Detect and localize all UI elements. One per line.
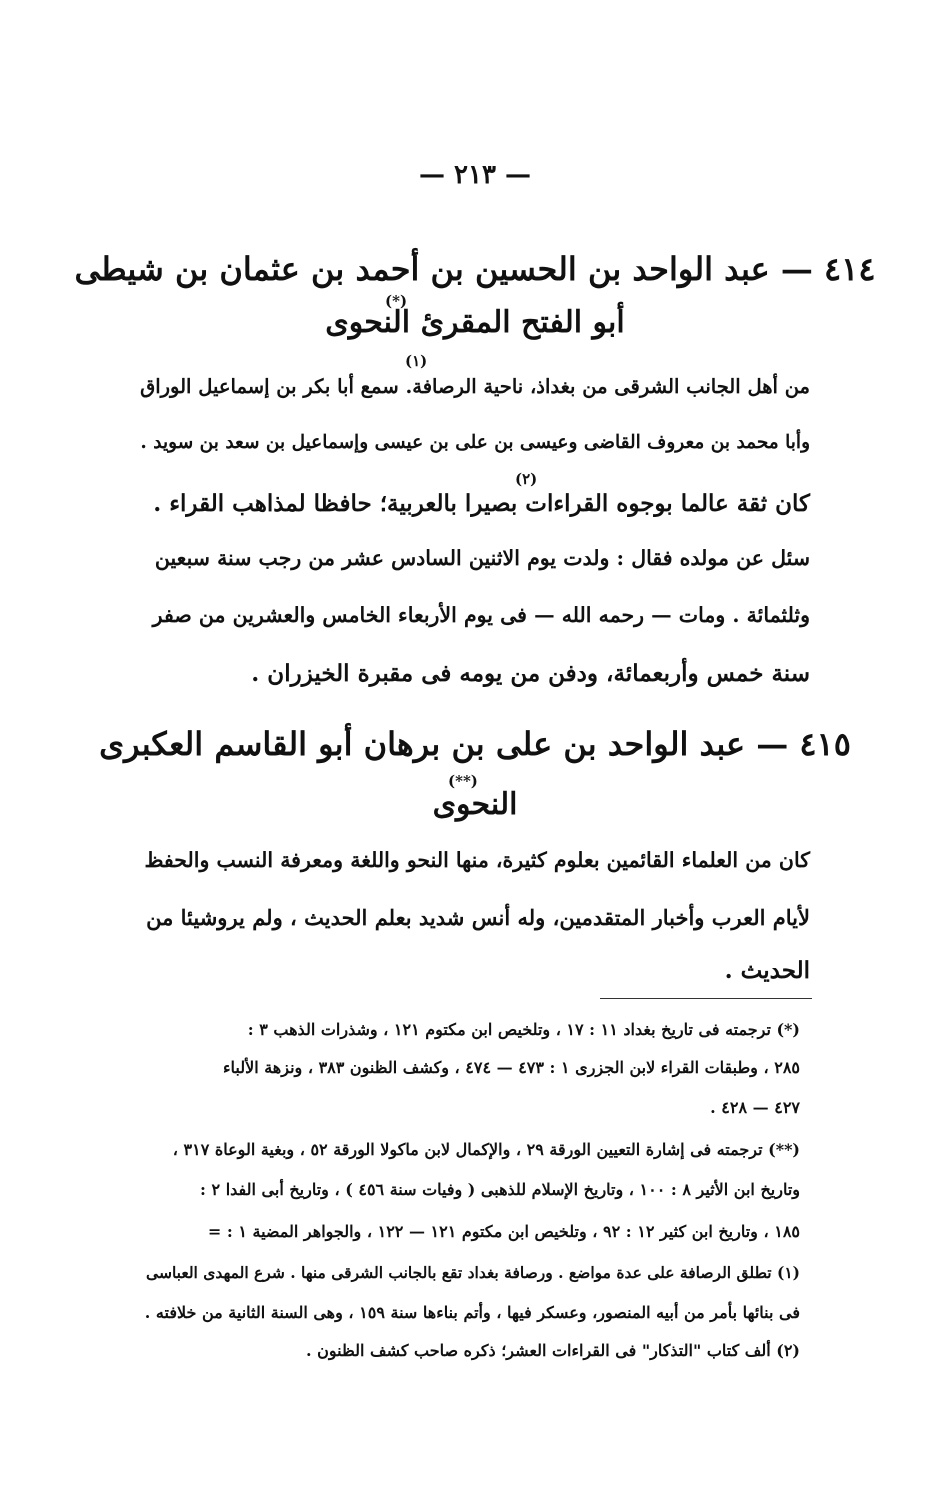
footnote-ref-2: (٢) — [515, 470, 538, 488]
footnote-line: (**) ترجمته فى إشارة التعيين الورقة ٢٩ ، والإكمال لابن ماكولا الورقة ٥٢ ، وبغية الوعاة ٣١٧ ، — [172, 1140, 800, 1159]
entry-415-body-line: كان من العلماء القائمين بعلوم كثيرة، منها النحو واللغة ومعرفة النسب والحفظ — [144, 848, 810, 872]
entry-415-body-line: لأيام العرب وأخبار المتقدمين، وله أنس شديد بعلم الحديث ، ولم يروشيئا من — [146, 905, 810, 930]
entry-415-subheading: النحوى — [432, 787, 518, 822]
footnote-line: وتاريخ ابن الأثير ٨ : ١٠٠ ، وتاريخ الإسلام للذهبى ( وفيات سنة ٤٥٦ ) ، وتاريخ أبى الفدا ٢ : — [200, 1180, 800, 1199]
entry-415-body-line: الحديث . — [724, 957, 810, 984]
entry-414-subheading: أبو الفتح المقرئ النحوى — [325, 305, 625, 340]
footnote-line: ٤٢٧ — ٤٢٨ . — [710, 1098, 800, 1117]
footnote-ref-1: (١) — [405, 352, 428, 370]
footnote-line: (٢) ألف كتاب "التذكار" فى القراءات العشر؛ ذكره صاحب كشف الظنون . — [306, 1341, 800, 1360]
entry-414-body-line: كان ثقة عالما بوجوه القراءات بصيرا بالعربية؛ حافظا لمذاهب القراء . — [153, 490, 810, 517]
footnote-separator — [600, 998, 812, 999]
footnote-line: فى بنائها بأمر من أبيه المنصور، وعسكر فيها ، وأتم بناءها سنة ١٥٩ ، وهى السنة الثانية من خلافته . — [144, 1303, 800, 1322]
entry-414-footnote-marker: (*) — [385, 292, 408, 310]
entry-415-footnote-marker: (**) — [448, 772, 478, 790]
entry-414-body-line: سئل عن مولده فقال : ولدت يوم الاثنين السادس عشر من رجب سنة سبعين — [154, 546, 810, 570]
footnote-line: ٢٨٥ ، وطبقات القراء لابن الجزرى ١ : ٤٧٣ — ٤٧٤ ، وكشف الظنون ٣٨٣ ، ونزهة الألباء — [222, 1058, 800, 1077]
footnote-line: ١٨٥ ، وتاريخ ابن كثير ١٢ : ٩٢ ، وتلخيص ابن مكتوم ١٢١ — ١٢٢ ، والجواهر المضية ١ : = — [207, 1222, 800, 1241]
entry-414-heading: ٤١٤ — عبد الواحد بن الحسين بن أحمد بن عثمان بن شيطى — [74, 250, 876, 288]
footnote-line: (*) ترجمته فى تاريخ بغداد ١١ : ١٧ ، وتلخيص ابن مكتوم ١٢١ ، وشذرات الذهب ٣ : — [247, 1020, 800, 1039]
entry-414-body-line: سنة خمس وأربعمائة، ودفن من يومه فى مقبرة الخيزران . — [251, 660, 810, 687]
entry-414-body-line: وأبا محمد بن معروف القاضى وعيسى بن على بن عيسى وإسماعيل بن سعد بن سويد . — [140, 432, 810, 453]
page-number: — ٢١٣ — — [418, 160, 532, 190]
entry-414-body-line: من أهل الجانب الشرقى من بغداذ، ناحية الرصافة. سمع أبا بكر بن إسماعيل الوراق — [140, 375, 810, 398]
entry-415-heading: ٤١٥ — عبد الواحد بن على بن برهان أبو القاسم العكبرى — [99, 725, 851, 763]
entry-414-body-line: وثلثمائة . ومات — رحمه الله — فى يوم الأربعاء الخامس والعشرين من صفر — [152, 603, 810, 627]
footnote-line: (١) تطلق الرصافة على عدة مواضع . ورصافة بغداد تقع بالجانب الشرقى منها . شرع المهدى العباسى — [146, 1263, 800, 1282]
